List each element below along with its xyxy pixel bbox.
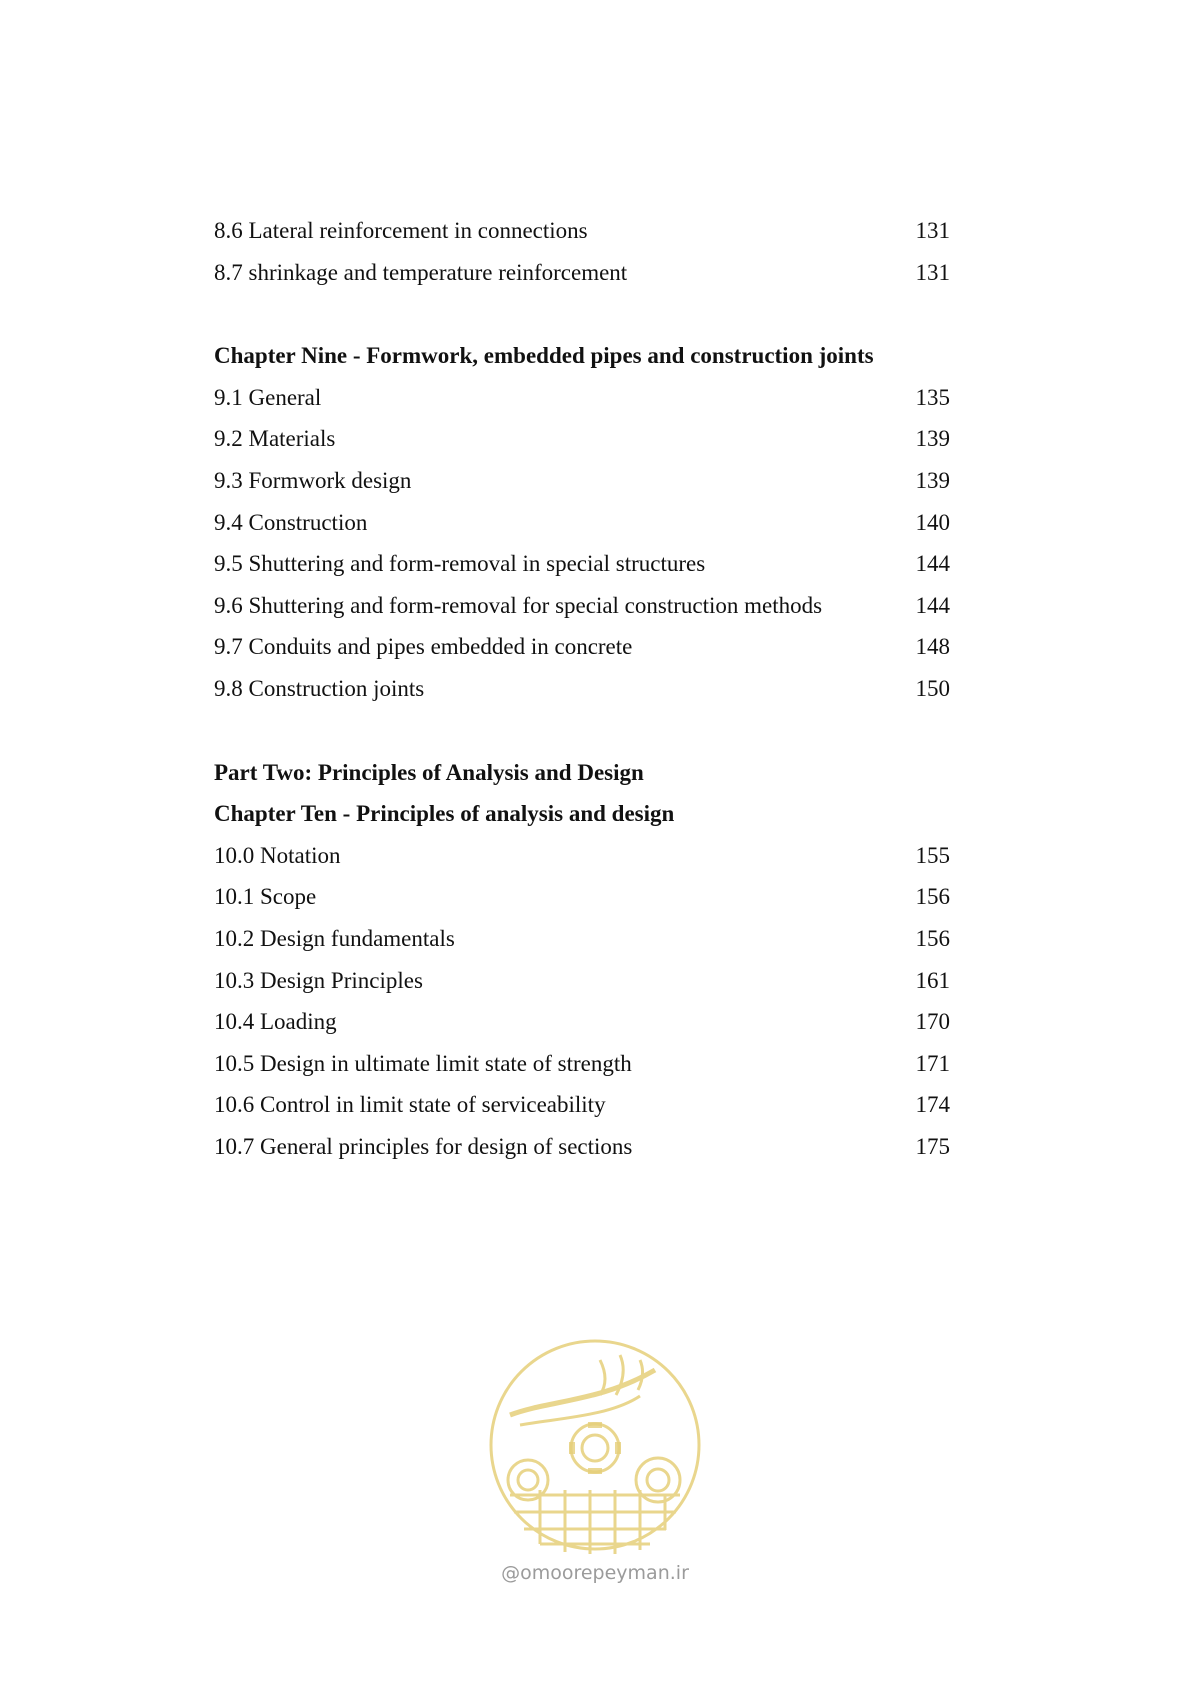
toc-entry-page: 174	[915, 1092, 950, 1118]
watermark-emblem-icon	[480, 1330, 710, 1560]
toc-entry-page: 156	[915, 925, 950, 951]
toc-entry-page: 131	[915, 259, 950, 285]
toc-entry	[214, 960, 950, 1002]
toc-entry-page: 156	[915, 884, 950, 910]
toc-entry	[214, 626, 950, 668]
toc-entry-title: 9.6 Shuttering and form-removal for special construction methods	[214, 592, 823, 618]
toc-entry-page: 150	[915, 675, 950, 701]
toc-section-chapter-ten	[214, 752, 950, 1168]
toc-entry-title: 9.3 Formwork design	[214, 467, 412, 493]
toc-entry-page: 131	[915, 218, 950, 243]
toc-entry	[214, 918, 950, 960]
toc-entry-page: 140	[915, 509, 950, 535]
toc-entry-title: 10.2 Design fundamentals	[214, 925, 455, 951]
toc-entry-title: 9.8 Construction joints	[214, 675, 425, 701]
part-heading: Part Two: Principles of Analysis and Design	[214, 759, 644, 785]
toc-entry-page: 139	[915, 467, 950, 493]
toc-entry	[214, 252, 950, 294]
toc-entry-page: 171	[915, 1050, 950, 1076]
toc-entry-title: 9.7 Conduits and pipes embedded in concrete	[214, 634, 633, 660]
toc-entry-title: 10.4 Loading	[214, 1009, 337, 1035]
chapter-heading: Chapter Nine - Formwork, embedded pipes and construction joints	[214, 343, 874, 369]
table-of-contents	[214, 210, 950, 1209]
toc-section-chapter-eight	[214, 210, 950, 293]
toc-entry-page: 139	[915, 426, 950, 452]
toc-entry	[214, 1043, 950, 1085]
toc-entry-title: 9.4 Construction	[214, 509, 368, 535]
toc-entry	[214, 543, 950, 585]
toc-entry	[214, 1001, 950, 1043]
toc-entry-page: 144	[915, 592, 950, 618]
chapter-heading: Chapter Ten - Principles of analysis and design	[214, 801, 675, 827]
toc-entry-page: 144	[915, 551, 950, 577]
toc-entry-page: 135	[915, 384, 950, 410]
toc-entry-title: 9.5 Shuttering and form-removal in special structures	[214, 551, 706, 577]
toc-entry	[214, 418, 950, 460]
toc-entry-page: 170	[915, 1009, 950, 1035]
toc-entry-title: 10.5 Design in ultimate limit state of strength	[214, 1050, 632, 1076]
toc-entry	[214, 377, 950, 419]
toc-section-chapter-nine	[214, 335, 950, 709]
toc-entry	[214, 1126, 950, 1168]
toc-entry-title: 10.0 Notation	[214, 842, 341, 868]
toc-entry	[214, 835, 950, 877]
watermark-url: @omoorepeyman.ir	[501, 1562, 689, 1584]
toc-entry-page: 155	[915, 842, 950, 868]
toc-entry-title: 8.6 Lateral reinforcement in connections	[214, 218, 588, 243]
toc-entry-page: 148	[915, 634, 950, 660]
watermark-logo	[480, 1330, 710, 1590]
toc-entry-title: 10.7 General principles for design of sections	[214, 1133, 633, 1159]
toc-entry	[214, 210, 950, 252]
toc-entry-page: 175	[915, 1133, 950, 1159]
toc-entry-title: 10.3 Design Principles	[214, 967, 423, 993]
toc-entry-title: 9.2 Materials	[214, 426, 336, 452]
toc-entry	[214, 460, 950, 502]
toc-entry	[214, 1084, 950, 1126]
toc-entry	[214, 876, 950, 918]
toc-entry-title: 8.7 shrinkage and temperature reinforcement	[214, 259, 628, 285]
toc-entry-title: 9.1 General	[214, 384, 322, 410]
toc-entry-title: 10.1 Scope	[214, 884, 317, 910]
toc-entry-title: 10.6 Control in limit state of serviceability	[214, 1092, 606, 1118]
toc-entry	[214, 668, 950, 710]
toc-entry	[214, 585, 950, 627]
toc-entry-page: 161	[915, 967, 950, 993]
toc-entry	[214, 502, 950, 544]
